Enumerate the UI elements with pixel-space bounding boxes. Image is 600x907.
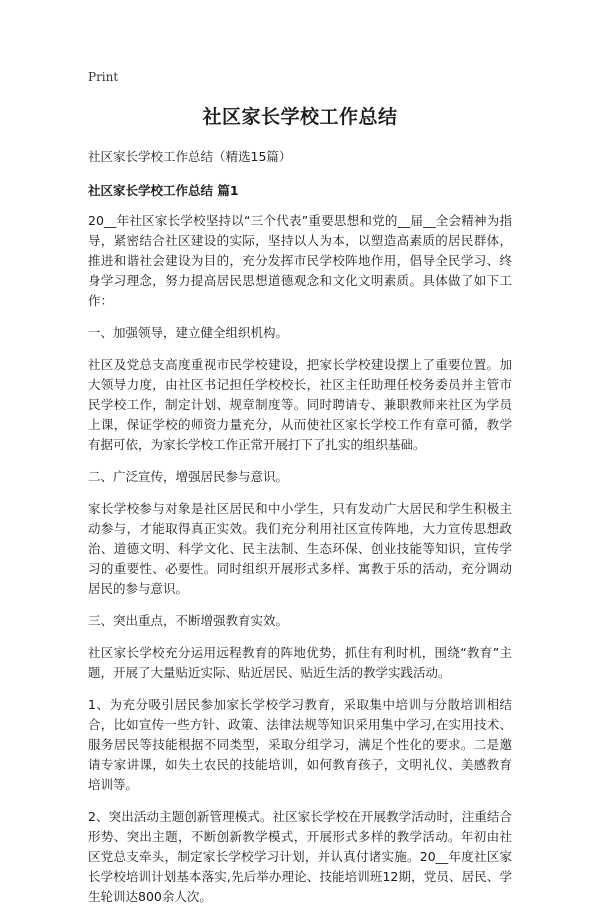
- heading-publicity: 二、广泛宣传，增强居民参与意识。: [88, 469, 289, 484]
- heading-leadership: 一、加强领导，建立健全组织机构。: [88, 325, 289, 340]
- paragraph-leadership: 社区及党总支高度重视市民学校建设，把家长学校建设摆上了重要位置。加大领导力度，由社区书记担任学校校长，社区主任助理任校务委员并主管市民学校工作，制定计划、规章制度等。同时聘请专、兼职教师来社区为学员上课，保证学校的师资力量充分，从而使社区家长学校工作有章可循，教学有据可依，为家长学校工作正常开展打下了扎实的组织基础。: [88, 357, 512, 452]
- paragraph-intro: 20__年社区家长学校坚持以“三个代表”重要思想和党的__届__全会精神为指导，紧密结合社区建设的实际，坚持以人为本，以塑造高素质的居民群体，推进和谐社会建设为目的，充分发挥市民学校阵地作用，倡导全民学习、终身学习理念，努力提高居民思想道德观念和文化文明素质。具体做了如下工作：: [88, 213, 512, 308]
- document-title: 社区家长学校工作总结: [202, 106, 398, 128]
- heading-focus: 三、突出重点，不断增强教育实效。: [88, 613, 289, 628]
- paragraph-point-2: 2、突出活动主题创新管理模式。社区家长学校在开展教学活动时，注重结合形势、突出主题，不断创新教学模式，开展形式多样的教学活动。年初由社区党总支牵头，制定家长学校学习计划，并认真付诸实施。20__年度社区家长学校培训计划基本落实,先后举办理论、技能培训班12期，党员、居民、学生轮训达800余人次。: [88, 809, 512, 904]
- print-label: Print: [88, 70, 119, 84]
- paragraph-focus: 社区家长学校充分运用远程教育的阵地优势，抓住有利时机，围绕“教育”主题，开展了大量贴近实际、贴近居民、贴近生活的教学实践活动。: [88, 645, 512, 680]
- document-subtitle: 社区家长学校工作总结（精选15篇）: [88, 149, 292, 164]
- paragraph-point-1: 1、为充分吸引居民参加家长学校学习教育，采取集中培训与分散培训相结合，比如宣传一些方针、政策、法律法规等知识采用集中学习,在实用技术、服务居民等技能根据不同类型，采取分组学习，满足个性化的要求。二是邀请专家讲课，如失土农民的技能培训，如何教育孩子，文明礼仪、美感教育培训等。: [88, 697, 512, 792]
- paragraph-publicity: 家长学校参与对象是社区居民和中小学生，只有发动广大居民和学生积极主动参与，才能取得真正实效。我们充分利用社区宣传阵地，大力宣传思想政治、道德文明、科学文化、民主法制、生态环保、创业技能等知识，宣传学习的重要性、必要性。同时组织开展形式多样、寓教于乐的活动，充分调动居民的参与意识。: [88, 501, 512, 596]
- section-title: 社区家长学校工作总结 篇1: [88, 183, 239, 198]
